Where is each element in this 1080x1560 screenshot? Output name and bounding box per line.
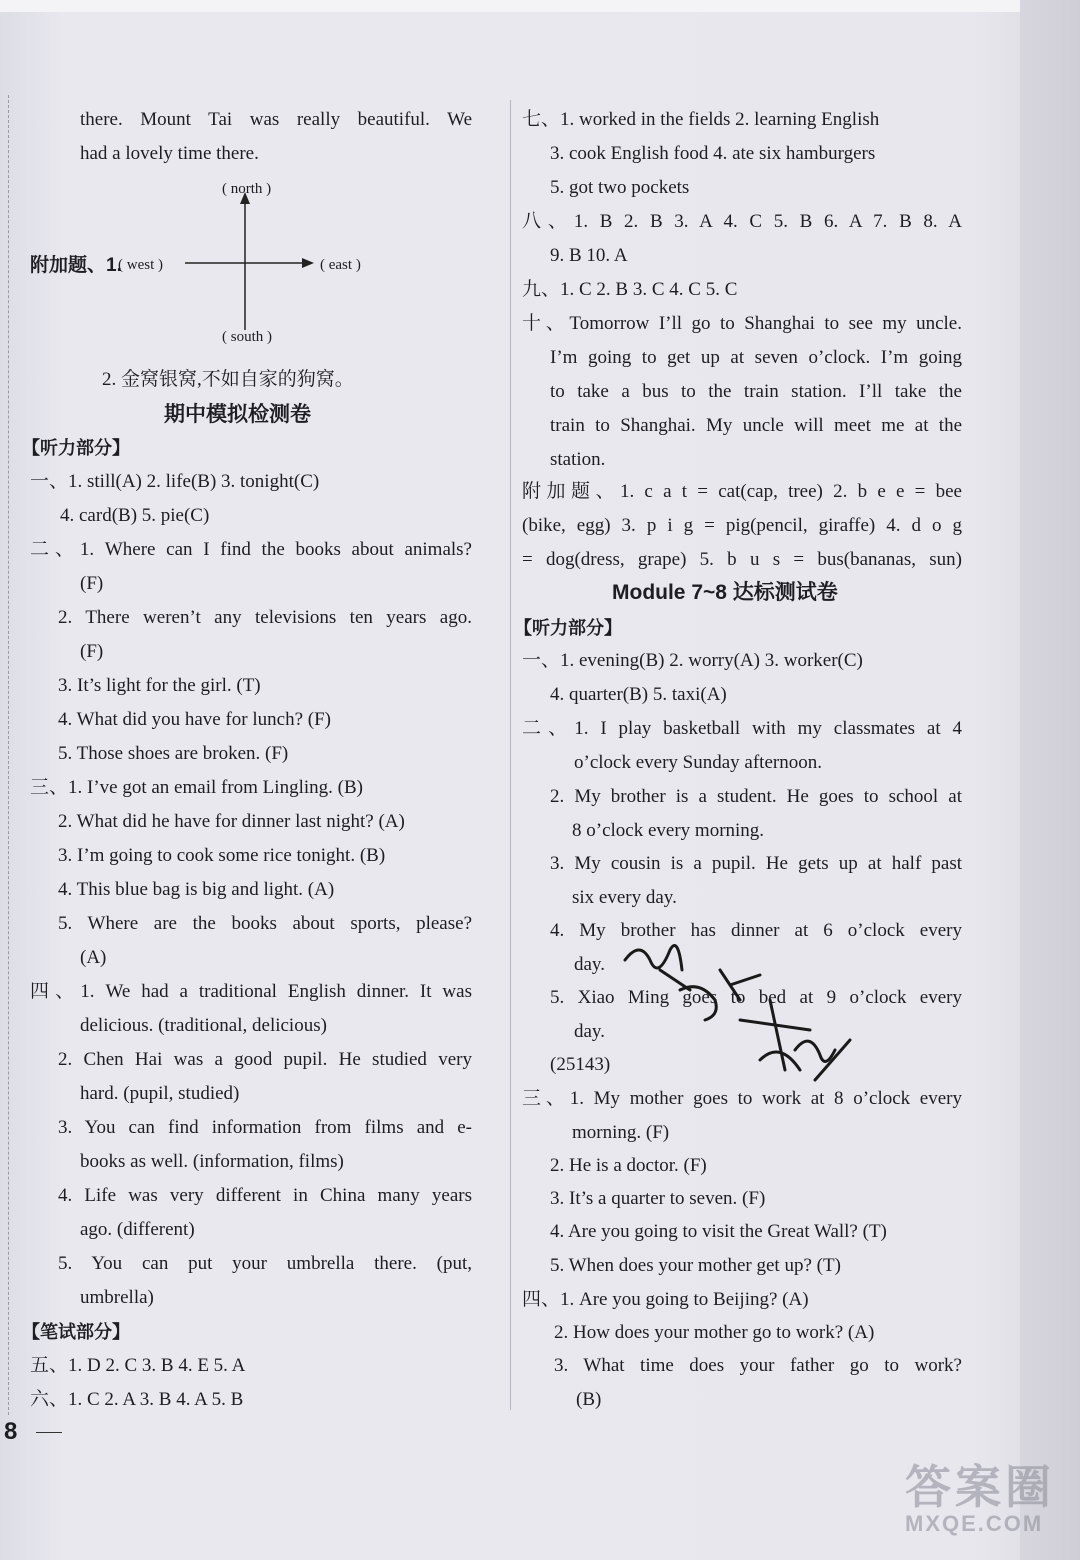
answer-line: 4. What did you have for lunch? (F) xyxy=(58,709,331,730)
watermark-url: MXQE.COM xyxy=(905,1511,1044,1536)
answer-line: day. xyxy=(574,1021,605,1042)
answer-line: 4. quarter(B) 5. taxi(A) xyxy=(550,684,727,705)
answer-line: 4. My brother has dinner at 6 o’clock every xyxy=(550,920,962,941)
answer-line: 2. 金窝银窝,不如自家的狗窝。 xyxy=(102,369,354,390)
answer-line: train to Shanghai. My uncle will meet me at the xyxy=(550,415,962,436)
answer-line: delicious. (traditional, delicious) xyxy=(80,1015,327,1036)
answer-line: 2. Chen Hai was a good pupil. He studied very xyxy=(58,1049,472,1070)
compass-west-label: ( west ) xyxy=(118,257,163,273)
answer-line: 附加题、1. c a t = cat(cap, tree) 2. b e e = bee xyxy=(522,481,962,502)
answer-line: 二、1. Where can I find the books about animals? xyxy=(30,539,472,560)
answer-line: books as well. (information, films) xyxy=(80,1151,344,1172)
answer-line: (F) xyxy=(80,641,104,662)
answer-line: = dog(dress, grape) 5. b u s = bus(bananas, sun) xyxy=(522,549,962,570)
compass-east-label: ( east ) xyxy=(320,257,361,273)
answer-line: station. xyxy=(550,449,606,470)
extra-question-label: 附加题、1. xyxy=(30,255,122,276)
answer-line: 8 o’clock every morning. xyxy=(572,820,765,841)
column-divider xyxy=(510,100,511,1410)
answer-line: 八、1. B 2. B 3. A 4. C 5. B 6. A 7. B 8. A xyxy=(522,211,962,232)
answer-line: 三、1. I’ve got an email from Lingling. (B) xyxy=(30,777,363,798)
answer-line: 5. Xiao Ming goes to bed at 9 o’clock every xyxy=(550,987,962,1008)
answer-line: ago. (different) xyxy=(80,1219,195,1240)
answer-line: 3. You can find information from films and e- xyxy=(58,1117,472,1138)
answer-line: 七、1. worked in the fields 2. learning English xyxy=(522,109,880,130)
compass-diagram xyxy=(118,170,390,350)
answer-line: 4. Life was very different in China many years xyxy=(58,1185,472,1206)
answer-line: six every day. xyxy=(572,887,677,908)
answer-line: 2. There weren’t any televisions ten years ago. xyxy=(58,607,472,628)
answer-line: 一、1. still(A) 2. life(B) 3. tonight(C) xyxy=(30,471,320,492)
answer-line: 十、Tomorrow I’ll go to Shanghai to see my uncle. xyxy=(522,313,962,334)
answer-line: 3. It’s light for the girl. (T) xyxy=(58,675,261,696)
answer-line: 3. My cousin is a pupil. He gets up at half past xyxy=(550,853,962,874)
answer-line: 3. I’m going to cook some rice tonight. (B) xyxy=(58,845,386,866)
answer-line: 四、1. Are you going to Beijing? (A) xyxy=(522,1289,809,1310)
answer-line: 2. He is a doctor. (F) xyxy=(550,1155,707,1176)
section-title: 期中模拟检测卷 xyxy=(164,403,311,426)
answer-line: 六、1. C 2. A 3. B 4. A 5. B xyxy=(30,1389,244,1410)
answer-line: 5. Those shoes are broken. (F) xyxy=(58,743,289,764)
answer-line: 5. got two pockets xyxy=(550,177,690,198)
answer-line: 2. How does your mother go to work? (A) xyxy=(554,1322,875,1343)
answer-line: 5. When does your mother get up? (T) xyxy=(550,1255,841,1276)
answer-line: hard. (pupil, studied) xyxy=(80,1083,240,1104)
answer-line: 9. B 10. A xyxy=(550,245,628,266)
section-heading: 【听力部分】 xyxy=(22,438,130,458)
answer-line: there. Mount Tai was really beautiful. We xyxy=(80,109,472,130)
answer-line: (bike, egg) 3. p i g = pig(pencil, giraffe) 4. d o g xyxy=(522,515,962,536)
page-number: 8 xyxy=(4,1418,18,1445)
watermark xyxy=(905,1462,1055,1536)
answer-line: 四、1. We had a traditional English dinner. It was xyxy=(30,981,472,1002)
answer-line: 3. What time does your father go to work? xyxy=(554,1355,962,1376)
answer-line: 3. It’s a quarter to seven. (F) xyxy=(550,1188,766,1209)
answer-line: (B) xyxy=(576,1389,602,1410)
answer-line: (F) xyxy=(80,573,104,594)
answer-line: umbrella) xyxy=(80,1287,154,1308)
answer-line: 4. This blue bag is big and light. (A) xyxy=(58,879,335,900)
answer-line: 5. Where are the books about sports, please? xyxy=(58,913,472,934)
answer-line: 九、1. C 2. B 3. C 4. C 5. C xyxy=(522,279,738,300)
answer-line: 三、1. My mother goes to work at 8 o’clock every xyxy=(522,1088,962,1109)
answer-line: 五、1. D 2. C 3. B 4. E 5. A xyxy=(30,1355,246,1376)
answer-line: morning. (F) xyxy=(572,1122,670,1143)
answer-line: day. xyxy=(574,954,605,975)
answer-line: o’clock every Sunday afternoon. xyxy=(574,752,822,773)
page-gutter-shadow xyxy=(1020,0,1080,1560)
compass-south-label: ( south ) xyxy=(222,329,272,345)
answer-line: 4. card(B) 5. pie(C) xyxy=(60,505,210,526)
section-title: Module 7~8 达标测试卷 xyxy=(612,581,838,604)
answer-line: 5. You can put your umbrella there. (put, xyxy=(58,1253,472,1274)
section-heading: 【听力部分】 xyxy=(514,618,622,638)
handwritten-scribble xyxy=(620,930,860,1110)
answer-line: 3. cook English food 4. ate six hamburgers xyxy=(550,143,876,164)
page-number-dash xyxy=(36,1432,62,1433)
compass-north-label: ( north ) xyxy=(222,181,272,197)
answer-line: 2. My brother is a student. He goes to school at xyxy=(550,786,962,807)
answer-line: (25143) xyxy=(550,1054,611,1075)
answer-line: I’m going to get up at seven o’clock. I’m going xyxy=(550,347,962,368)
answer-line: to take a bus to the train station. I’ll take the xyxy=(550,381,962,402)
answer-line: had a lovely time there. xyxy=(80,143,259,164)
section-heading: 【笔试部分】 xyxy=(22,1322,130,1342)
left-margin-rule xyxy=(8,95,9,1415)
watermark-logo: 答案圈 xyxy=(905,1461,1055,1513)
answer-line: (A) xyxy=(80,947,107,968)
page-top-edge xyxy=(0,0,1080,12)
answer-line: 一、1. evening(B) 2. worry(A) 3. worker(C) xyxy=(522,650,863,671)
answer-line: 2. What did he have for dinner last night? (A) xyxy=(58,811,405,832)
answer-line: 二、1. I play basketball with my classmates at 4 xyxy=(522,718,962,739)
answer-line: 4. Are you going to visit the Great Wall? (T) xyxy=(550,1221,887,1242)
